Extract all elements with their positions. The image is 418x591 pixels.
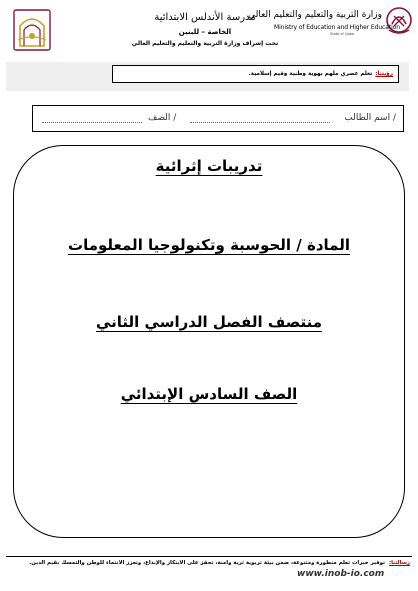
mission-text: توفير خبرات تعلم متطورة ومتنوعة، ضمن بيئة تربوية ثرية وآمنة، تحفز على الابتكار والإبداع، وتعزز الانتماء للوطن والتمسك بقيم الدين.	[29, 560, 386, 566]
subject-title: المادة / الحوسبة وتكنولوجيا المعلومات	[68, 236, 350, 254]
ministry-name-english: Ministry of Education and Higher Education	[274, 24, 400, 31]
main-frame	[13, 145, 405, 538]
mission-label: رسالتنا:	[388, 560, 410, 566]
mission-statement	[10, 560, 410, 566]
grade-title: الصف السادس الإبتدائي	[120, 385, 298, 403]
school-logo-icon	[8, 6, 56, 54]
ministry-emblem-icon	[385, 6, 413, 36]
vision-text: تعلم عصري ملهم بهوية وطنية وقيم إسلامية.	[248, 71, 373, 77]
document-title: تدريبات إثرائية	[155, 157, 263, 175]
vision-label: رؤيتنا:	[375, 71, 393, 77]
vision-box	[112, 65, 399, 83]
school-name: مدرسة الأندلس الابتدائية	[154, 12, 256, 23]
ministry-state: State of Qatar	[330, 32, 355, 36]
student-name-field[interactable]	[190, 122, 330, 123]
supervision-line: تحت إشراف وزارة التربية والتعليم والتعليم العالي	[131, 40, 279, 47]
school-type: الخاصة – للبنين	[178, 28, 232, 36]
class-label: الصف /	[148, 113, 177, 123]
footer-divider	[6, 556, 412, 557]
website-link[interactable]: www.inob-io.com	[297, 569, 385, 579]
term-title: منتصف الفصل الدراسي الثاني	[95, 313, 323, 331]
class-field[interactable]	[42, 122, 142, 123]
student-name-label: اسم الطالب /	[344, 113, 396, 123]
ministry-name-arabic: وزارة التربية والتعليم والتعليم العالي	[248, 10, 382, 20]
